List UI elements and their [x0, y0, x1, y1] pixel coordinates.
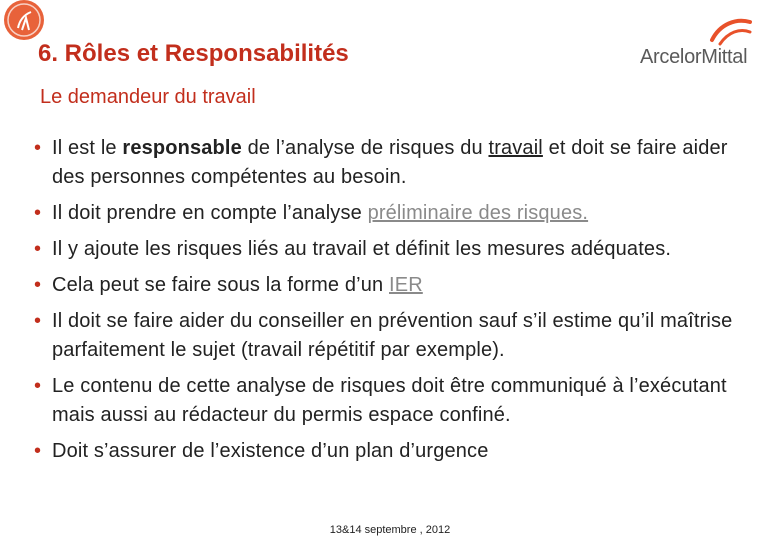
bullet-text: Il est le	[52, 137, 123, 159]
footer-date: 13&14 septembre , 2012	[329, 524, 451, 536]
bullet-dot-icon: •	[34, 238, 42, 260]
bullet-item	[34, 199, 764, 228]
bullet-dot-icon: •	[34, 310, 42, 332]
bullet-text: et doit se faire aider des personnes compétentes au besoin.	[52, 137, 728, 188]
bullet-text: travail	[488, 137, 543, 159]
page-title: 6. Rôles et Responsabilités	[38, 40, 349, 67]
bullet-item	[34, 271, 764, 300]
bullet-item	[34, 437, 764, 466]
bullet-dot-icon: •	[34, 202, 42, 224]
bullet-text: responsable	[122, 137, 242, 159]
bullet-dot-icon: •	[34, 375, 42, 397]
section-subtitle: Le demandeur du travail	[40, 86, 256, 108]
bullet-item	[34, 134, 764, 192]
bullet-text: Il y ajoute les risques liés au travail et définit les mesures adéquates.	[52, 238, 672, 260]
bullet-dot-icon: •	[34, 137, 42, 159]
bullet-text: Le contenu de cette analyse de risques doit être communiqué à l’exécutant mais aussi au rédacteur du permis espace confiné.	[52, 375, 727, 426]
bullet-dot-icon: •	[34, 274, 42, 296]
bullet-item	[34, 372, 764, 430]
link-text[interactable]: IER	[389, 274, 423, 296]
bullet-dot-icon: •	[34, 440, 42, 462]
bullet-text: Doit s’assurer de l’existence d’un plan d’urgence	[52, 440, 489, 462]
logo-wordmark: ArcelorMittal	[640, 46, 748, 68]
bullet-text: de l’analyse de risques du	[241, 137, 489, 159]
bullet-item	[34, 235, 764, 264]
bullet-item	[34, 307, 764, 365]
orange-emblem-icon	[4, 0, 44, 40]
bullet-text: Il doit prendre en compte l’analyse	[52, 202, 368, 224]
arcelormittal-logo	[636, 14, 754, 70]
link-text[interactable]: préliminaire des risques.	[367, 202, 589, 224]
logo-swoosh-icon	[636, 14, 754, 48]
bullet-text: Il doit se faire aider du conseiller en prévention sauf s’il estime qu’il maîtrise parfaitement le sujet (travail répétitif par exemple).	[52, 310, 733, 361]
bullet-text: Cela peut se faire sous la forme d’un	[52, 274, 389, 296]
bullet-list	[34, 134, 764, 473]
